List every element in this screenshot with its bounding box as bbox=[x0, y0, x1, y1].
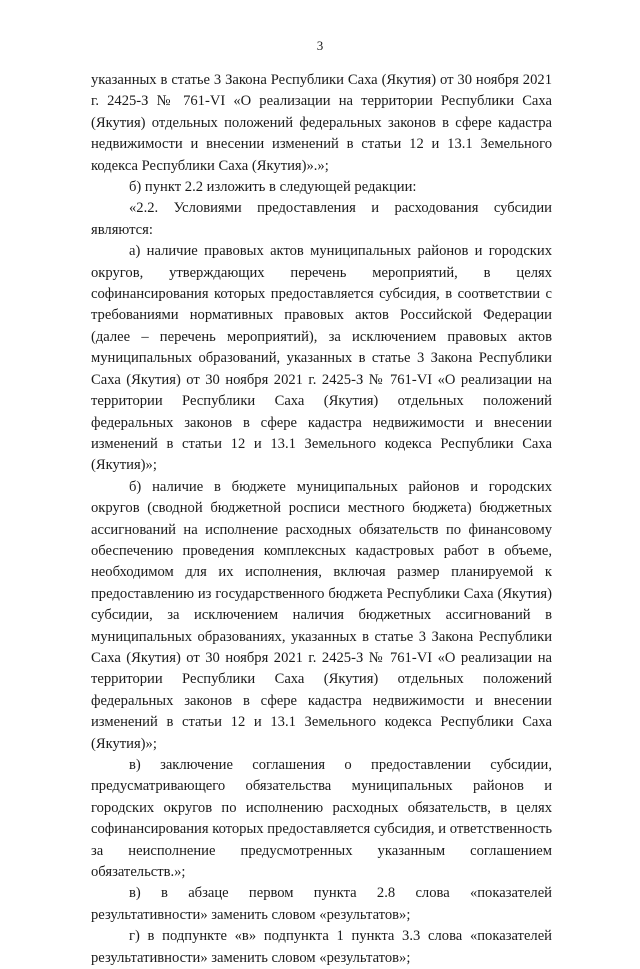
paragraph-item-g: г) в подпункте «в» подпункта 1 пункта 3.3 слова «показателей результативности» заменить словом «результатов»; bbox=[91, 928, 552, 966]
paragraph-subitem-v: в) заключение соглашения о предоставлении субсидии, предусматривающего обязательства муниципальных районов и городских округов по исполнению расходных обязательств, в целях софинансирования которых предоставляется субсидия, и ответственность за неисполнение предусмотренных указанным соглашением обязательств.»; bbox=[91, 757, 552, 881]
paragraph-clause-2-2: «2.2. Условиями предоставления и расходования субсидии являются: bbox=[91, 200, 552, 238]
paragraph-continuation: указанных в статье 3 Закона Республики Саха (Якутия) от 30 ноября 2021 г. 2425-З № 761-VI «О реализации на территории Республики Саха (Якутия) отдельных положений федеральных законов в сфере кадастра недвижимости и внесении изменений в статьи 12 и 13.1 Земельного кодекса Республики Саха (Якутия)».»; bbox=[91, 72, 552, 174]
paragraph-item-v: в) в абзаце первом пункта 2.8 слова «показателей результативности» заменить словом «результатов»; bbox=[91, 885, 552, 923]
paragraph-item-b-intro: б) пункт 2.2 изложить в следующей редакции: bbox=[129, 179, 417, 196]
document-body bbox=[91, 70, 552, 969]
paragraph-subitem-a: а) наличие правовых актов муниципальных районов и городских округов, утверждающих перечень мероприятий, в целях софинансирования которых предоставляется субсидия, в соответствии с требованиями нормативных правовых актов Российской Федерации (далее – перечень мероприятий), за исключением правовых актов муниципальных образований, указанных в статье 3 Закона Республики Саха (Якутия) от 30 ноября 2021 г. 2425-З № 761-VI «О реализации на территории Республики Саха (Якутия) отдельных положений федеральных законов в сфере кадастра недвижимости и внесении изменений в статьи 12 и 13.1 Земельного кодекса Республики Саха (Якутия)»; bbox=[91, 243, 552, 474]
page-number: 3 bbox=[316, 38, 324, 53]
paragraph-subitem-b: б) наличие в бюджете муниципальных районов и городских округов (сводной бюджетной росписи местного бюджета) бюджетных ассигнований на исполнение расходных обязательств по финансовому обеспечению проведения комплексных кадастровых работ в объеме, необходимом для их исполнения, включая размер планируемой к предоставлению из государственного бюджета Республики Саха (Якутия) субсидии, за исключением наличия бюджетных ассигнований в муниципальных образованиях, указанных в статье 3 Закона Республики Саха (Якутия) от 30 ноября 2021 г. 2425-З № 761-VI «О реализации на территории Республики Саха (Якутия) отдельных положений федеральных законов в сфере кадастра недвижимости и внесении изменений в статьи 12 и 13.1 Земельного кодекса Республики Саха (Якутия)»; bbox=[91, 478, 552, 752]
